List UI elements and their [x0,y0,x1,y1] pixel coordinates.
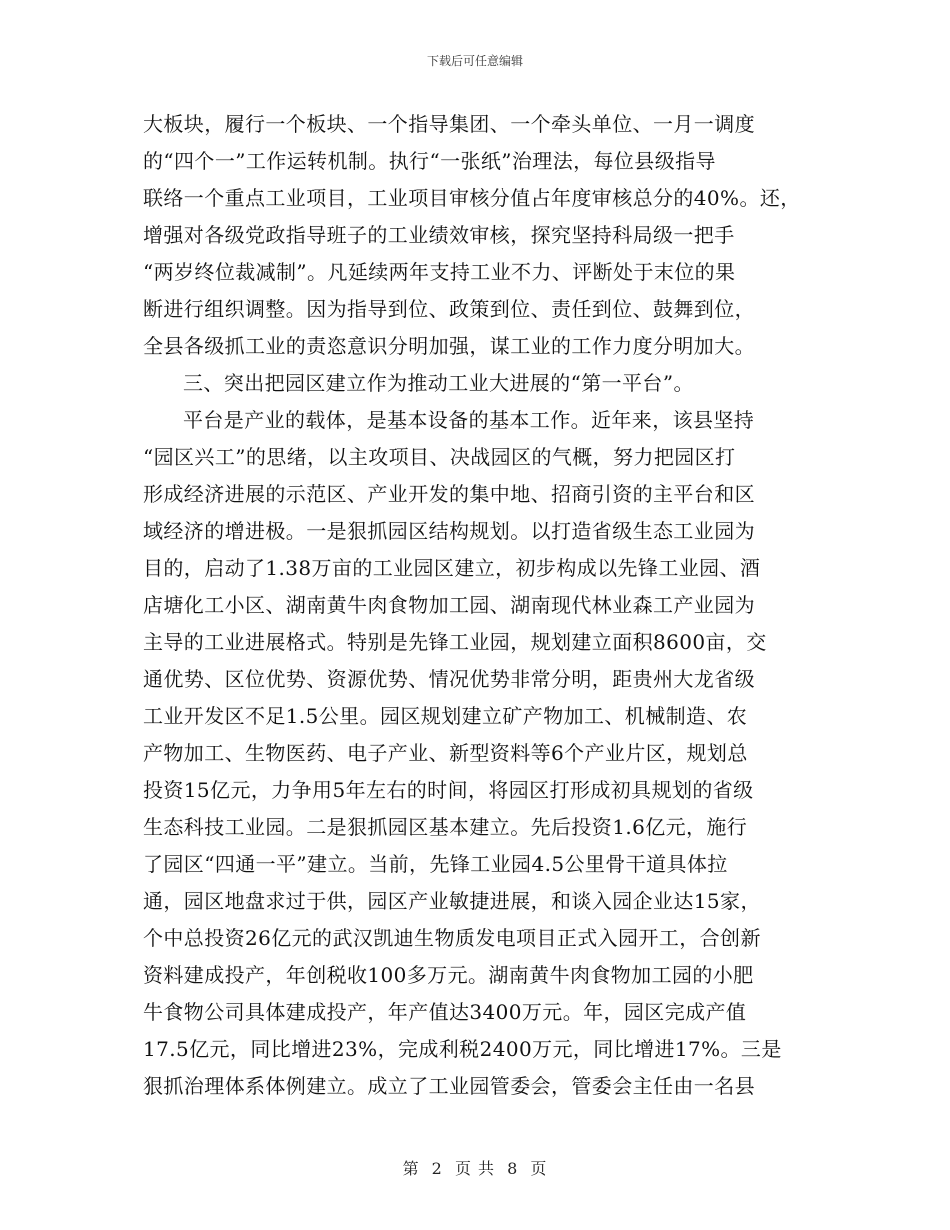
page-footer [0,1156,950,1179]
text-line: “园区兴工”的思绪，以主攻项目、决战园区的气概，努力把园区打 [143,445,736,469]
footer-prefix: 第 [402,1159,420,1178]
text-line: 联络一个重点工业项目，工业项目审核分值占年度审核总分的40%。还， [143,186,801,210]
text-line: 工业开发区不足1.5公里。园区规划建立矿产物加工、机械制造、农 [143,704,748,728]
page-header: 下载后可任意编辑 [426,54,523,68]
text-line: 形成经济进展的示范区、产业开发的集中地、招商引资的主平台和区 [143,482,755,506]
text-line: 个中总投资26亿元的武汉凯迪生物质发电项目正式入园开工，合创新 [143,926,761,950]
text-line: 店塘化工小区、湖南黄牛肉食物加工园、湖南现代林业森工产业园为 [143,593,755,617]
footer-total-pages: 8 [507,1159,519,1178]
text-line: 产物加工、生物医药、电子产业、新型资料等6个产业片区，规划总 [143,741,748,765]
footer-page-number: 2 [431,1159,443,1178]
text-line: 全县各级抓工业的责恣意识分明加强，谋工业的工作力度分明加大。 [143,334,755,358]
text-line: 了园区“四通一平”建立。当前，先锋工业园4.5公里骨干道具体拉 [143,852,728,876]
text-line: 资料建成投产，年创税收100多万元。湖南黄牛肉食物加工园的小肥 [143,963,754,987]
text-line: 投资15亿元，力争用5年左右的时间，将园区打形成初具规划的省级 [143,778,754,802]
text-line: 目的，启动了1.38万亩的工业园区建立，初步构成以先锋工业园、酒 [143,556,761,580]
text-line: 通，园区地盘求过于供，园区产业敏捷进展，和谈入园企业达15家， [143,889,761,913]
document-body [143,106,833,1105]
text-line: 增强对各级党政指导班子的工业绩效审核，探究坚持科局级一把手 [143,223,735,247]
text-line: 域经济的增进极。一是狠抓园区结构规划。以打造省级生态工业园为 [143,519,755,543]
text-line: 生态科技工业园。二是狠抓园区基本建立。先后投资1.6亿元，施行 [143,815,748,839]
text-line: 牛食物公司具体建成投产，年产值达3400万元。年，园区完成产值 [143,1000,747,1024]
text-line: 通优势、区位优势、资源优势、情况优势非常分明，距贵州大龙省级 [143,667,755,691]
text-line: 断进行组织调整。因为指导到位、政策到位、责任到位、鼓舞到位， [143,297,755,321]
text-line: 大板块，履行一个板块、一个指导集团、一个牵头单位、一月一调度 [143,112,755,136]
text-line: 的“四个一”工作运转机制。执行“一张纸”治理法，每位县级指导 [143,149,716,173]
text-line: “两岁终位裁减制”。凡延续两年支持工业不力、评断处于末位的果 [143,260,736,284]
text-line: 狠抓治理体系体例建立。成立了工业园管委会，管委会主任由一名县 [143,1074,755,1098]
text-line: 17.5亿元，同比增进23%，完成利税2400万元，同比增进17%。三是 [143,1037,782,1061]
text-line: 主导的工业进展格式。特别是先锋工业园，规划建立面积8600亩，交 [143,630,767,654]
footer-suffix: 页 [530,1159,548,1178]
footer-middle: 页 共 [454,1159,496,1178]
text-line: 平台是产业的载体，是基本设备的基本工作。近年来，该县坚持 [183,408,755,432]
text-line: 三、突出把园区建立作为推动工业大进展的“第一平台”。 [183,371,694,395]
